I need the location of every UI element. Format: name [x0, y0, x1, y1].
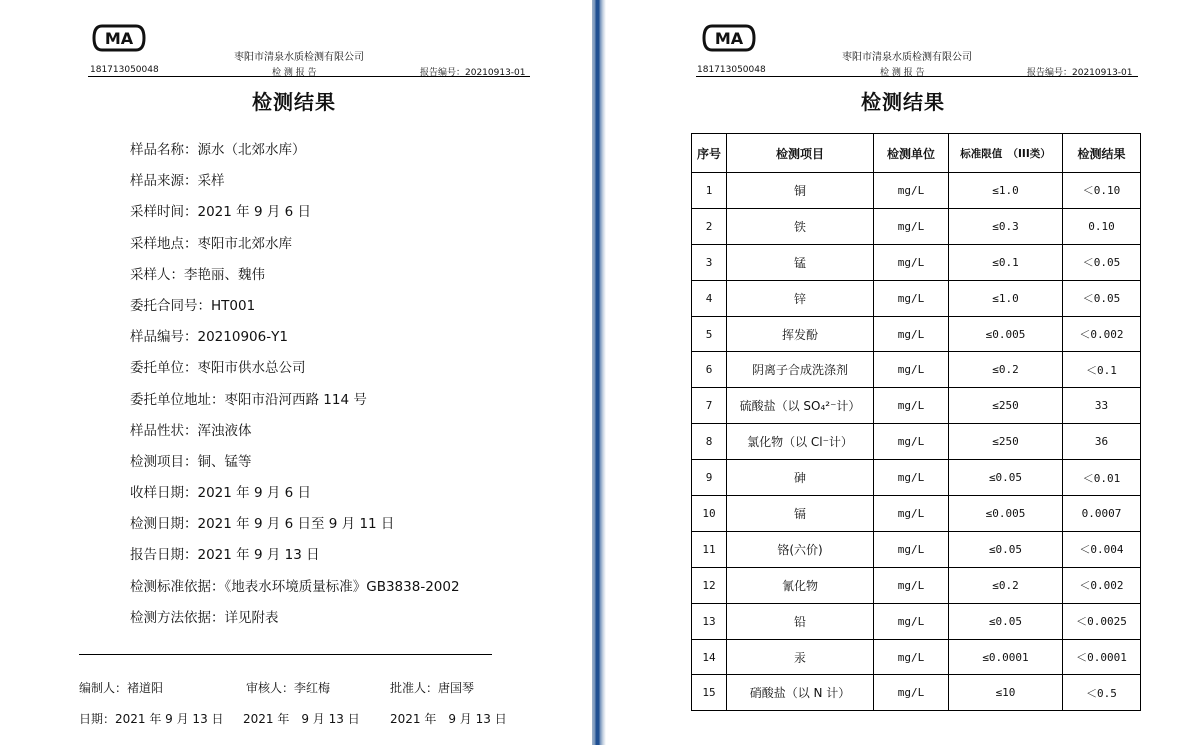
info-item: [130, 234, 460, 265]
cell-test-result: 0.0007: [1063, 496, 1141, 532]
table-row: [692, 316, 1141, 352]
cell-standard-limit: ≤0.005: [949, 316, 1063, 352]
results-table: [691, 133, 1141, 711]
table-row: [692, 603, 1141, 639]
table-row: [692, 496, 1141, 532]
info-item: [130, 265, 460, 296]
info-value: 2021 年 9 月 13 日: [197, 547, 320, 564]
cell-row-index: 2: [692, 208, 727, 244]
info-value: 《地表水环境质量标准》GB3838-2002: [224, 578, 460, 595]
cell-test-result: ＜0.1: [1063, 352, 1141, 388]
info-label: 检测项目：: [130, 453, 198, 470]
cell-standard-limit: ≤0.2: [949, 352, 1063, 388]
company-name: 枣阳市清泉水质检测有限公司: [234, 52, 364, 63]
report-number: 报告编号：20210913-01: [1027, 68, 1133, 78]
cell-row-index: 10: [692, 496, 727, 532]
cell-standard-limit: ≤250: [949, 388, 1063, 424]
cell-unit: mg/L: [874, 388, 949, 424]
cell-standard-limit: ≤0.2: [949, 567, 1063, 603]
header-divider: [88, 76, 530, 77]
cell-test-item: 汞: [727, 639, 874, 675]
info-value: 详见附表: [224, 609, 279, 626]
info-label: 样品名称：: [130, 142, 198, 158]
table-row: [692, 244, 1141, 280]
editor-signature: 编制人：褚道阳: [79, 681, 164, 695]
info-value: 枣阳市供水总公司: [197, 360, 306, 377]
col-header-item: 检测项目: [727, 134, 874, 173]
cell-unit: mg/L: [874, 675, 949, 711]
cell-standard-limit: ≤1.0: [949, 280, 1063, 316]
info-value: 2021 年 9 月 6 日: [197, 204, 311, 221]
page-gutter: [592, 0, 606, 745]
cell-unit: mg/L: [874, 496, 949, 532]
cell-standard-limit: ≤250: [949, 424, 1063, 460]
cell-row-index: 14: [692, 639, 727, 675]
cell-unit: mg/L: [874, 531, 949, 567]
info-item: [130, 514, 460, 545]
cell-row-index: 4: [692, 280, 727, 316]
cell-standard-limit: ≤0.05: [949, 460, 1063, 496]
cell-unit: mg/L: [874, 173, 949, 209]
report-label: 检 测 报 告: [272, 68, 317, 78]
cell-row-index: 15: [692, 675, 727, 711]
cell-unit: mg/L: [874, 567, 949, 603]
cell-unit: mg/L: [874, 316, 949, 352]
cell-unit: mg/L: [874, 244, 949, 280]
cell-test-result: ＜0.002: [1063, 567, 1141, 603]
info-value: 枣阳市北郊水库: [197, 235, 292, 252]
info-item: [130, 452, 460, 483]
info-value: 20210906-Y1: [197, 329, 288, 346]
cma-logo: [92, 24, 146, 52]
cma-mark-text: MA: [104, 29, 134, 48]
cell-test-item: 硫酸盐（以 SO₄²⁻计）: [727, 388, 874, 424]
report-number: 报告编号：20210913-01: [420, 68, 526, 78]
cell-test-item: 铅: [727, 603, 874, 639]
cell-standard-limit: ≤0.05: [949, 603, 1063, 639]
approver-date: 2021 年 9 月 13 日: [390, 712, 507, 726]
info-value: 浑浊液体: [197, 422, 252, 439]
info-label: 委托合同号：: [130, 297, 211, 314]
table-row: [692, 675, 1141, 711]
cell-test-result: ＜0.0001: [1063, 639, 1141, 675]
col-header-limit: 标准限值 （III类）: [949, 134, 1063, 173]
table-row: [692, 208, 1141, 244]
info-label: 收样日期：: [130, 485, 198, 502]
cell-row-index: 13: [692, 603, 727, 639]
cma-mark-text: MA: [714, 29, 744, 48]
col-header-result: 检测结果: [1063, 134, 1141, 173]
report-page-left: [0, 0, 592, 745]
cell-test-item: 氰化物: [727, 567, 874, 603]
info-value: 2021 年 9 月 6 日至 9 月 11 日: [197, 516, 395, 533]
info-label: 采样人：: [130, 266, 184, 283]
cell-unit: mg/L: [874, 639, 949, 675]
info-label: 样品性状：: [130, 422, 198, 439]
cell-row-index: 7: [692, 388, 727, 424]
cell-test-item: 锌: [727, 280, 874, 316]
cell-unit: mg/L: [874, 208, 949, 244]
col-header-index: 序号: [692, 134, 727, 173]
info-label: 采样时间：: [130, 204, 198, 221]
info-label: 检测标准依据：: [130, 578, 225, 595]
cell-standard-limit: ≤0.0001: [949, 639, 1063, 675]
cell-row-index: 1: [692, 173, 727, 209]
cert-number: 181713050048: [90, 65, 159, 75]
cell-standard-limit: ≤0.005: [949, 496, 1063, 532]
cell-unit: mg/L: [874, 460, 949, 496]
table-row: [692, 531, 1141, 567]
cell-row-index: 5: [692, 316, 727, 352]
cell-standard-limit: ≤0.05: [949, 531, 1063, 567]
cell-test-item: 锰: [727, 244, 874, 280]
sample-info-list: [130, 140, 460, 639]
info-item: [130, 296, 460, 327]
cell-test-item: 氯化物（以 Cl⁻计）: [727, 424, 874, 460]
cell-test-result: 36: [1063, 424, 1141, 460]
table-row: [692, 639, 1141, 675]
company-name: 枣阳市清泉水质检测有限公司: [842, 52, 972, 63]
page-title: 检测结果: [861, 90, 945, 114]
info-item: [130, 327, 460, 358]
info-label: 检测方法依据：: [130, 609, 225, 626]
cell-row-index: 6: [692, 352, 727, 388]
info-label: 样品编号：: [130, 329, 198, 346]
info-label: 委托单位：: [130, 360, 198, 377]
table-row: [692, 352, 1141, 388]
reviewer-date: 2021 年 9 月 13 日: [243, 712, 360, 726]
cell-unit: mg/L: [874, 280, 949, 316]
cell-test-result: ＜0.0025: [1063, 603, 1141, 639]
table-row: [692, 280, 1141, 316]
cell-row-index: 8: [692, 424, 727, 460]
report-label: 检 测 报 告: [880, 68, 925, 78]
info-item: [130, 202, 460, 233]
cell-test-result: 0.10: [1063, 208, 1141, 244]
info-item: [130, 608, 460, 639]
info-value: 铜、锰等: [197, 453, 252, 470]
info-label: 检测日期：: [130, 516, 198, 533]
editor-date: 日期：2021 年 9 月 13 日: [79, 712, 224, 726]
cell-row-index: 11: [692, 531, 727, 567]
cell-test-item: 砷: [727, 460, 874, 496]
cell-test-item: 铬(六价): [727, 531, 874, 567]
cell-test-result: ＜0.05: [1063, 280, 1141, 316]
info-label: 采样地点：: [130, 235, 198, 252]
cell-test-item: 阴离子合成洗涤剂: [727, 352, 874, 388]
table-row: [692, 567, 1141, 603]
info-item: [130, 545, 460, 576]
cma-logo: [702, 24, 756, 52]
info-item: [130, 358, 460, 389]
signature-divider: [79, 654, 492, 655]
cell-standard-limit: ≤1.0: [949, 173, 1063, 209]
cell-row-index: 12: [692, 567, 727, 603]
cell-test-result: ＜0.01: [1063, 460, 1141, 496]
cell-test-result: 33: [1063, 388, 1141, 424]
info-value: HT001: [211, 297, 256, 314]
table-row: [692, 173, 1141, 209]
info-value: 2021 年 9 月 6 日: [197, 485, 311, 502]
cell-test-result: ＜0.5: [1063, 675, 1141, 711]
cell-test-item: 挥发酚: [727, 316, 874, 352]
cell-test-item: 硝酸盐（以 N 计）: [727, 675, 874, 711]
table-row: [692, 424, 1141, 460]
page-title: 检测结果: [252, 90, 336, 114]
cell-test-item: 铜: [727, 173, 874, 209]
info-item: [130, 390, 460, 421]
cell-test-item: 镉: [727, 496, 874, 532]
info-value: 枣阳市沿河西路 114 号: [224, 391, 367, 408]
info-item: [130, 577, 460, 608]
info-item: [130, 140, 460, 171]
cell-standard-limit: ≤0.3: [949, 208, 1063, 244]
cell-test-result: ＜0.10: [1063, 173, 1141, 209]
info-value: 采样: [197, 173, 225, 190]
cell-standard-limit: ≤0.1: [949, 244, 1063, 280]
reviewer-signature: 审核人：李红梅: [246, 681, 331, 695]
cell-unit: mg/L: [874, 603, 949, 639]
cell-row-index: 9: [692, 460, 727, 496]
info-item: [130, 483, 460, 514]
info-value: 李艳丽、魏伟: [184, 266, 265, 283]
col-header-unit: 检测单位: [874, 134, 949, 173]
info-label: 报告日期：: [130, 547, 198, 564]
header-divider: [696, 76, 1138, 77]
cell-test-result: ＜0.004: [1063, 531, 1141, 567]
cert-number: 181713050048: [697, 65, 766, 75]
table-row: [692, 388, 1141, 424]
approver-signature: 批准人：唐国琴: [390, 681, 475, 695]
table-row: [692, 460, 1141, 496]
cell-row-index: 3: [692, 244, 727, 280]
cell-unit: mg/L: [874, 352, 949, 388]
info-item: [130, 171, 460, 202]
cell-test-item: 铁: [727, 208, 874, 244]
info-label: 样品来源：: [130, 173, 198, 190]
cell-test-result: ＜0.05: [1063, 244, 1141, 280]
cell-unit: mg/L: [874, 424, 949, 460]
info-item: [130, 421, 460, 452]
table-header-row: [692, 134, 1141, 173]
info-value: 源水（北郊水库）: [197, 142, 306, 158]
info-label: 委托单位地址：: [130, 391, 225, 408]
cell-standard-limit: ≤10: [949, 675, 1063, 711]
cell-test-result: ＜0.002: [1063, 316, 1141, 352]
